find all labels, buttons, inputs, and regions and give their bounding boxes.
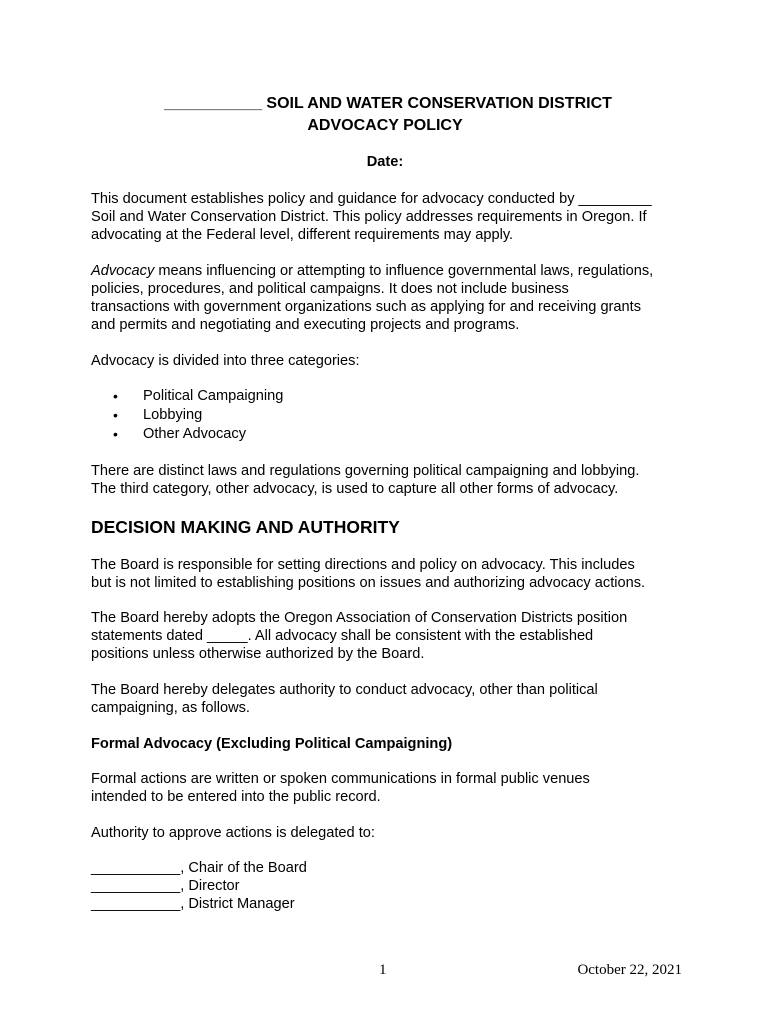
advocacy-definition-line: and permits and negotiating and executing projects and programs. — [91, 317, 520, 333]
date-label: Date: — [366, 154, 404, 170]
bullet-icon: • — [113, 426, 118, 442]
categories-intro — [91, 352, 691, 370]
board-line: positions unless otherwise authorized by the Board. — [91, 646, 425, 662]
roles-list — [91, 859, 691, 913]
list-item-label: Lobbying — [143, 407, 203, 423]
intro-paragraph — [91, 190, 691, 244]
distinct-line: There are distinct laws and regulations governing political campaigning and lobbying. — [91, 463, 640, 479]
document-title-line1: ___________ SOIL AND WATER CONSERVATION DISTRICT — [164, 95, 612, 112]
formal-line: intended to be entered into the public record. — [91, 789, 381, 805]
board-line: The Board hereby adopts the Oregon Association of Conservation Districts position — [91, 610, 628, 626]
section-heading: DECISION MAKING AND AUTHORITY — [91, 517, 400, 537]
formal-line: Formal actions are written or spoken communications in formal public venues — [91, 771, 590, 787]
intro-line: Soil and Water Conservation District. This policy addresses requirements in Oregon. If — [91, 209, 647, 225]
categories-intro-text: Advocacy is divided into three categories: — [91, 353, 360, 369]
board-line: The Board is responsible for setting directions and policy on advocacy. This includes — [91, 557, 635, 573]
board-adopts-paragraph — [91, 609, 691, 663]
distinct-line: The third category, other advocacy, is used to capture all other forms of advocacy. — [91, 481, 619, 497]
board-line: but is not limited to establishing positions on issues and authorizing advocacy actions. — [91, 575, 646, 591]
list-item — [91, 425, 491, 443]
document-title-line2: ADVOCACY POLICY — [307, 117, 463, 134]
role-line: ___________, Chair of the Board — [91, 860, 307, 876]
intro-line: advocating at the Federal level, different requirements may apply. — [91, 227, 514, 243]
advocacy-definition-line — [91, 262, 691, 280]
bullet-icon: • — [113, 407, 118, 423]
advocacy-definition-line: policies, procedures, and political campaigns. It does not include business — [91, 281, 569, 297]
role-line: ___________, District Manager — [91, 896, 295, 912]
authority-intro — [91, 824, 691, 842]
authority-intro-text: Authority to approve actions is delegated to: — [91, 825, 375, 841]
advocacy-definition-text: means influencing or attempting to influence governmental laws, regulations, — [154, 263, 654, 279]
advocacy-term: Advocacy — [91, 263, 155, 279]
page-number: 1 — [379, 962, 387, 978]
board-line: statements dated _____. All advocacy shall be consistent with the established — [91, 628, 594, 644]
role-line: ___________, Director — [91, 878, 240, 894]
list-item — [91, 387, 491, 405]
formal-actions-paragraph — [91, 770, 691, 806]
board-line: The Board hereby delegates authority to conduct advocacy, other than political — [91, 682, 598, 698]
advocacy-definition-line: transactions with government organizations such as applying for and receiving grants — [91, 299, 642, 315]
footer-date: October 22, 2021 — [577, 962, 682, 978]
board-line: campaigning, as follows. — [91, 700, 250, 716]
intro-line: This document establishes policy and guidance for advocacy conducted by _________ — [91, 191, 652, 207]
subsection-heading: Formal Advocacy (Excluding Political Campaigning) — [91, 736, 453, 752]
distinct-laws-paragraph — [91, 462, 691, 498]
board-responsibility-paragraph — [91, 556, 691, 592]
list-item-label: Other Advocacy — [143, 426, 247, 442]
list-item — [91, 406, 491, 424]
bullet-icon: • — [113, 388, 118, 404]
advocacy-definition-paragraph — [91, 262, 691, 334]
list-item-label: Political Campaigning — [143, 388, 284, 404]
board-delegates-paragraph — [91, 681, 691, 717]
